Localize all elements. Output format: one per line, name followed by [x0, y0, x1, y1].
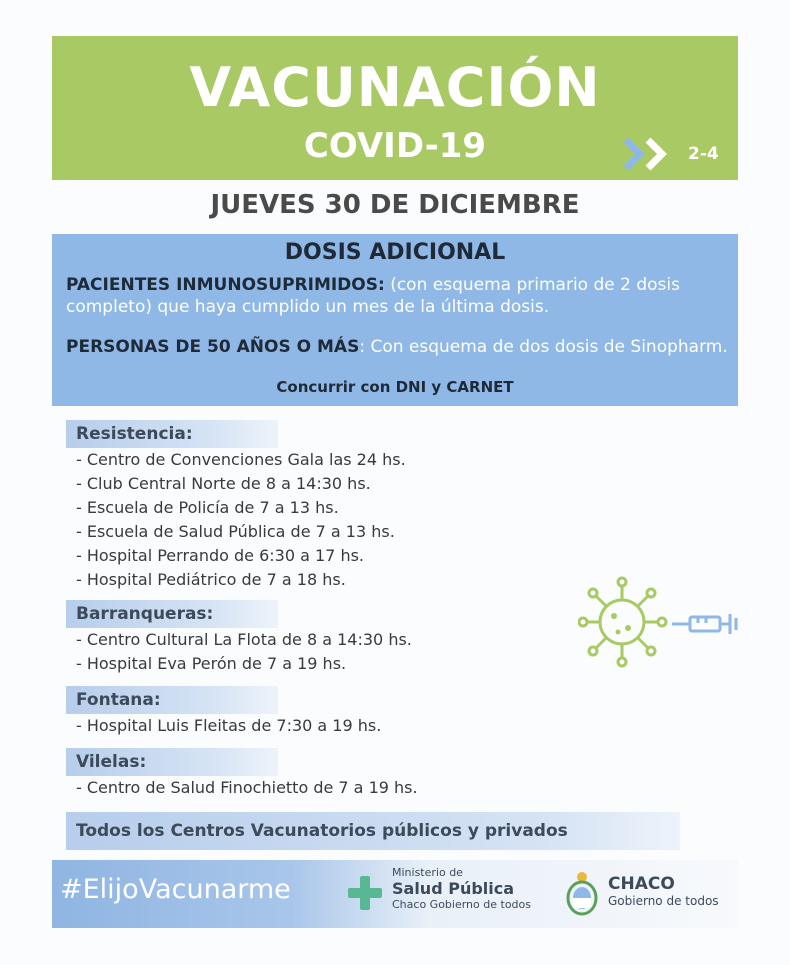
location-section-resistencia [66, 420, 406, 592]
ministry-small: Ministerio de [392, 866, 463, 879]
province-sub: Gobierno de todos [608, 894, 719, 908]
list-item: - Hospital Pediátrico de 7 a 18 hs. [76, 570, 346, 589]
group2-text: : Con esquema de dos dosis de Sinopharm. [359, 337, 728, 357]
date-heading: JUEVES 30 DE DICIEMBRE [210, 190, 580, 220]
group1-paragraph [66, 274, 730, 318]
city-label: Barranqueras: [66, 600, 278, 628]
list-item: - Hospital Eva Perón de 7 a 19 hs. [76, 654, 347, 673]
group2-paragraph [66, 336, 730, 358]
list-item: - Escuela de Salud Pública de 7 a 13 hs. [76, 522, 395, 541]
group1-label: PACIENTES INMUNOSUPRIMIDOS: [66, 275, 385, 295]
health-cross-icon [346, 874, 384, 912]
dose-title: DOSIS ADICIONAL [284, 240, 506, 265]
footer [52, 860, 738, 928]
page-title: VACUNACIÓN [189, 56, 601, 119]
dose-info-box [52, 234, 738, 406]
location-section-barranqueras [66, 600, 412, 676]
list-item: - Club Central Norte de 8 a 14:30 hs. [76, 474, 371, 493]
list-item: - Centro de Convenciones Gala las 24 hs. [76, 450, 406, 469]
all-centers-banner: Todos los Centros Vacunatorios públicos y privados [66, 812, 680, 850]
ministry-logo-text [392, 866, 531, 911]
location-section-fontana [66, 686, 381, 738]
list-item: - Escuela de Policía de 7 a 13 hs. [76, 498, 339, 517]
header-banner [52, 36, 738, 180]
list-item: - Centro Cultural La Flota de 8 a 14:30 hs. [76, 630, 412, 649]
province-logo-text [608, 874, 719, 908]
ministry-sub: Chaco Gobierno de todos [392, 898, 531, 911]
group1-text: (con esquema primario de 2 dosis completo) que haya cumplido un mes de la última dosis. [66, 275, 680, 317]
chevron-right-icon [620, 134, 680, 174]
city-label: Resistencia: [66, 420, 278, 448]
location-section-vilelas [66, 748, 418, 800]
city-label: Fontana: [66, 686, 278, 714]
list-item: - Hospital Perrando de 6:30 a 17 hs. [76, 546, 364, 565]
requirement-note: Concurrir con DNI y CARNET [276, 378, 514, 396]
list-item: - Centro de Salud Finochietto de 7 a 19 hs. [76, 778, 418, 797]
virus-syringe-icon [578, 574, 744, 672]
group2-label: PERSONAS DE 50 AÑOS O MÁS [66, 337, 360, 357]
city-label: Vilelas: [66, 748, 278, 776]
province-name: CHACO [608, 874, 675, 894]
hashtag: #ElijoVacunarme [60, 874, 291, 905]
list-item: - Hospital Luis Fleitas de 7:30 a 19 hs. [76, 716, 382, 735]
province-crest-icon [564, 870, 600, 916]
page-subtitle: COVID-19 [303, 126, 487, 166]
ministry-name: Salud Pública [392, 879, 515, 898]
page-indicator: 2-4 [688, 144, 719, 164]
